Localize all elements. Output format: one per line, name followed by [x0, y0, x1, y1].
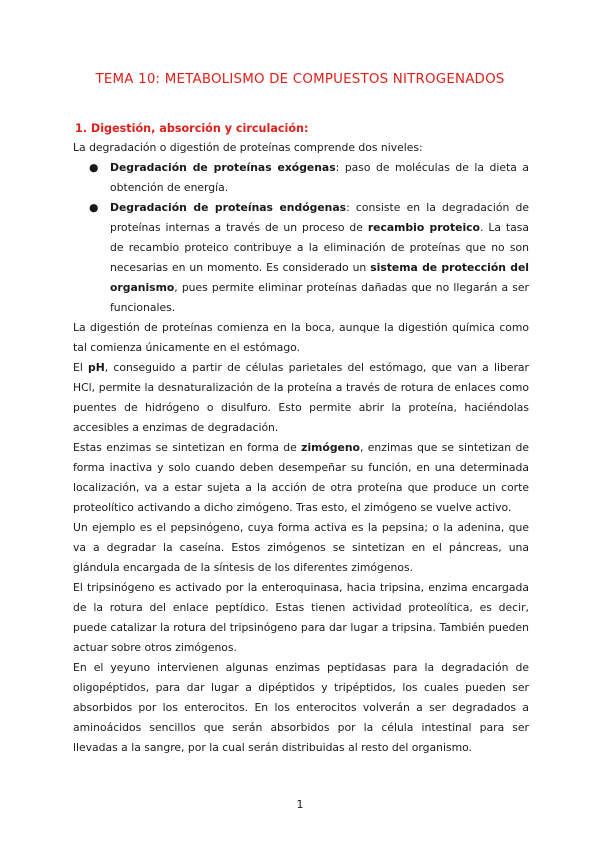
paragraph-ph — [73, 358, 529, 438]
bold-term: pH — [88, 361, 105, 374]
bullet-icon: ● — [89, 201, 99, 214]
paragraph-zimogeno — [73, 438, 529, 518]
bold-term: zimógeno — [301, 441, 360, 454]
bullet-term: Degradación de proteínas exógenas — [110, 161, 336, 174]
paragraph-yeyuno: En el yeyuno intervienen algunas enzimas peptidasas para la degradación de oligopéptidos, para dar lugar a dipéptidos y tripéptidos, los cuales pueden ser absorbidos por los enterocitos. En los enterocitos volverán a ser degradados a aminoácidos sencillos que serán absorbidos por la célula intestinal para ser llevadas a la sangre, por la cual serán distribuidas al resto del organismo. — [73, 661, 529, 754]
bullet-term: Degradación de proteínas endógenas — [110, 201, 347, 214]
bullet-icon: ● — [89, 161, 99, 174]
page-title: TEMA 10: METABOLISMO DE COMPUESTOS NITROGENADOS — [95, 72, 505, 87]
intro-paragraph: La degradación o digestión de proteínas comprende dos niveles: — [73, 141, 423, 154]
bold-term: recambio proteico — [367, 221, 480, 234]
text-run: , enzimas que se sintetizan de forma inactiva y solo cuando deben desempeñar su función, en una determinada localización, va a estar sujeta a la acción de otra proteína que produce un corte proteolítico activando a dicho zimógeno. Tras esto, el zimógeno se vuelve activo. — [73, 441, 529, 514]
bullet-text: . La tasa de recambio proteico contribuye a la eliminación de proteínas que no son necesarias en un momento. Es considerado un — [110, 221, 529, 274]
bold-term: sistema de protección del organismo — [110, 261, 530, 294]
paragraph-digestion: La digestión de proteínas comienza en la boca, aunque la digestión química como tal comienza únicamente en el estómago. — [73, 321, 529, 354]
page-number: 1 — [296, 798, 304, 811]
document-body — [73, 138, 529, 758]
bullet-text: : consiste en la degradación de proteínas internas a través de un proceso de — [110, 201, 529, 234]
bullet-text: : paso de moléculas de la dieta a obtención de energía. — [110, 161, 529, 194]
paragraph-pepsinogeno: Un ejemplo es el pepsinógeno, cuya forma activa es la pepsina; o la adenina, que va a degradar la caseína. Estos zimógenos se sintetizan en el páncreas, una glándula encargada de la síntesis de los diferentes zimógenos. — [73, 521, 529, 574]
section-heading: 1. Digestión, absorción y circulación: — [75, 122, 309, 135]
text-run: El — [73, 361, 89, 374]
list-item — [73, 198, 529, 318]
paragraph-tripsinogeno: El tripsinógeno es activado por la enteroquinasa, hacia tripsina, enzima encargada de la rotura del enlace peptídico. Estas tienen actividad proteolítica, es decir, puede catalizar la rotura del tripsinógeno para dar lugar a tripsina. También pueden actuar sobre otros zimógenos. — [73, 581, 529, 654]
list-item — [73, 158, 529, 198]
text-run: , conseguido a partir de células parietales del estómago, que van a liberar HCl, permite la desnaturalización de la proteína a través de rotura de enlaces como puentes de hidrógeno o disulfuro. Esto permite abrir la proteína, haciéndolas accesibles a enzimas de degradación. — [73, 361, 529, 434]
bullet-list — [73, 158, 529, 318]
bullet-text: , pues permite eliminar proteínas dañadas que no llegarán a ser funcionales. — [110, 281, 529, 314]
text-run: Estas enzimas se sintetizan en forma de — [73, 441, 302, 454]
